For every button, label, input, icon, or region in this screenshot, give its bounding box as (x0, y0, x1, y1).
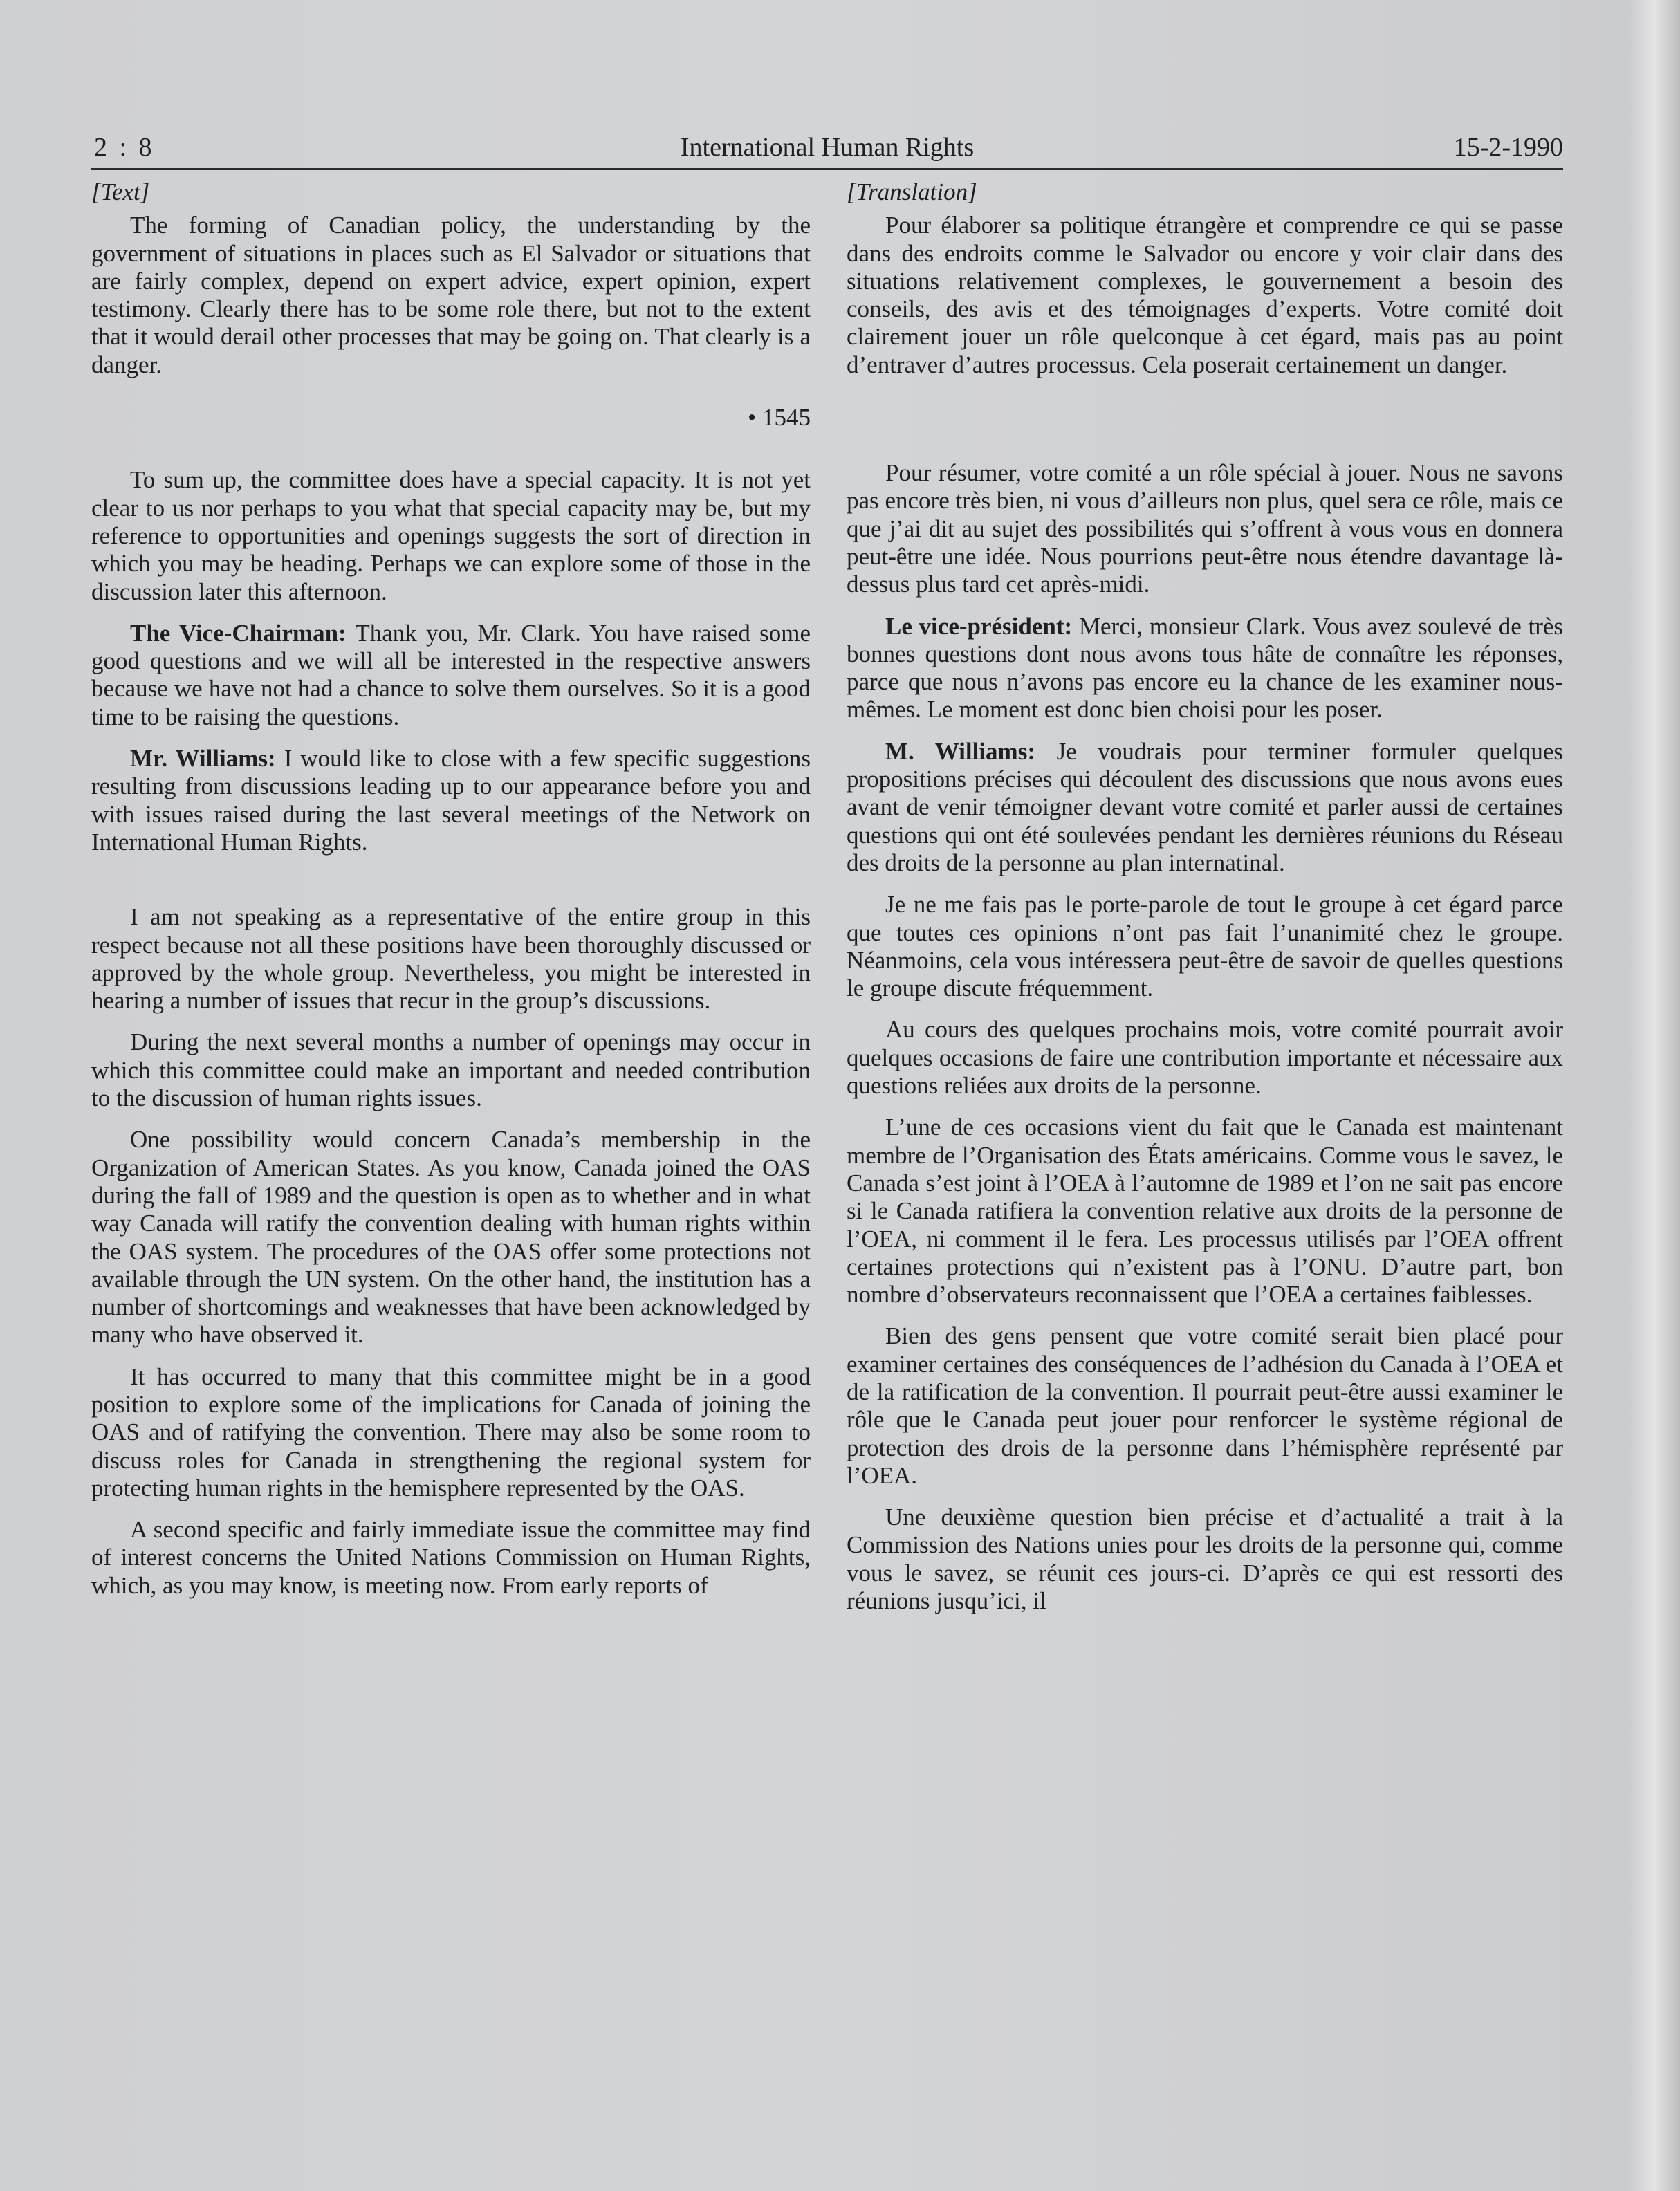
page-header (91, 127, 1563, 170)
paragraph: During the next several months a number of openings may occur in which this committee could make an important and needed contribution to the discussion of human rights issues. (91, 1028, 811, 1112)
paragraph: The forming of Canadian policy, the understanding by the government of situations in places such as El Salvador or situations that are fairly complex, depend on expert advice, expert opinion, expert testimony. Clearly there has to be some role there, but not to the extent that it would derail other processes that may be going on. That clearly is a danger. (91, 212, 811, 378)
english-column (91, 178, 811, 1600)
paragraph: It has occurred to many that this committee might be in a good position to explore some of the implications for Canada of joining the OAS and of ratifying the convention. There may also be some room to discuss roles for Canada in strengthening the regional system for protecting human rights in the hemisphere represented by the OAS. (91, 1362, 811, 1501)
paragraph: L’une de ces occasions vient du fait que le Canada est maintenant membre de l’Organisation des États américains. Comme vous le savez, le Canada s’est joint à l’OEA à l’automne de 1989 et l’on ne sait pas encore si le Canada ratifiera la convention relative aux droits de la personne de l’OEA, ni comment il le fera. Les processus utilisés par l’OEA offrent certaines protections qui n’existent pas à l’ONU. D’autre part, bon nombre d’observateurs reconnaissent que l’OEA a certaines faiblesses. (847, 1113, 1563, 1309)
paragraph: Pour résumer, votre comité a un rôle spécial à jouer. Nous ne savons pas encore très bien, ni vous d’ailleurs non plus, quel sera ce rôle, mais ce que j’ai dit au sujet des possibilités qui s’offrent à vous vous en donnera peut-être une idée. Nous pourrions peut-être nous étendre davantage là-dessus plus tard cet après-midi. (847, 459, 1563, 598)
running-title: International Human Rights (680, 133, 975, 162)
paragraph: To sum up, the committee does have a special capacity. It is not yet clear to us nor perhaps to you what that special capacity may be, but my reference to opportunities and openings suggests the sort of direction in which you may be heading. Perhaps we can explore some of those in the discussion later this afternoon. (91, 466, 811, 605)
speaker-name: The Vice-Chairman: (130, 619, 347, 647)
paragraph: I am not speaking as a representative of the entire group in this respect because not all these positions have been thoroughly discussed or approved by the whole group. Nevertheless, you might be interested in hearing a number of issues that recur in the group’s discussions. (91, 903, 811, 1015)
paragraph: Au cours des quelques prochains mois, votre comité pourrait avoir quelques occasions de faire une contribution importante et nécessaire aux questions reliées aux droits de la personne. (847, 1016, 1563, 1100)
speaker-name: Mr. Williams: (130, 745, 276, 773)
speech-text: Je voudrais pour terminer formuler quelques propositions précises qui découlent des discussions que nous avons eues avant de venir témoigner devant votre comité et parler aussi de certaines questions qui ont été soulevées pendant les dernières réunions du Réseau des droits de la personne au plan internatinal. (847, 737, 1563, 876)
speaker-name: Le vice-président: (885, 612, 1073, 640)
time-marker: • 1545 (747, 404, 811, 432)
text-tag: [Text] (91, 178, 150, 205)
speech-text: Merci, monsieur Clark. Vous avez soulevé de très bonnes questions dont nous avons tous hâte de connaître les réponses, parce que nous n’avons pas encore eu la chance de les examiner nous-mêmes. Le moment est donc bien choisi pour les poser. (847, 612, 1564, 723)
paragraph: Je ne me fais pas le porte-parole de tout le groupe à cet égard parce que toutes ces opinions n’ont pas fait l’unanimité chez le groupe. Néanmoins, cela vous intéressera peut-être de savoir de quelles questions le groupe discute fréquemment. (847, 891, 1563, 1002)
translation-tag: [Translation] (847, 178, 977, 205)
speech-text: I would like to close with a few specific suggestions resulting from discussions leading up to our appearance before you and with issues raised during the last several meetings of the Network on International Human Rights. (91, 745, 811, 856)
paragraph: Pour élaborer sa politique étrangère et comprendre ce qui se passe dans des endroits comme le Salvador ou encore y voir clair dans des situations relativement complexes, le gouvernement a besoin des conseils, des avis et des témoignages d’experts. Votre comité doit clairement jouer un rôle quelconque à cet égard, mais pas au point d’entraver d’autres processus. Cela poserait certainement un danger. (847, 212, 1563, 378)
speaker-name: M. Williams: (885, 737, 1035, 765)
paragraph: Bien des gens pensent que votre comité serait bien placé pour examiner certaines des conséquences de l’adhésion du Canada à l’OEA et de la ratification de la convention. Il pourrait peut-être aussi examiner le rôle que le Canada peut jouer pour renforcer le système régional de protection des drois de la personne dans l’hémisphère représenté par l’OEA. (847, 1322, 1563, 1489)
paragraph: A second specific and fairly immediate issue the committee may find of interest concerns the United Nations Commission on Human Rights, which, as you may know, is meeting now. From early reports of (91, 1516, 811, 1599)
page-number: 2 : 8 (94, 133, 155, 162)
speech-paragraph (91, 620, 811, 731)
speech-paragraph (847, 613, 1563, 724)
french-column (847, 178, 1563, 1615)
paragraph: One possibility would concern Canada’s membership in the Organization of American States. As you know, Canada joined the OAS during the fall of 1989 and the question is open as to whether and in what way Canada will ratify the convention dealing with human rights within the OAS system. The procedures of the OAS offer some protections not available through the UN system. On the other hand, the institution has a number of shortcomings and weaknesses that have been acknowledged by many who have observed it. (91, 1126, 811, 1349)
speech-paragraph (91, 745, 811, 856)
header-date: 15-2-1990 (1453, 133, 1563, 162)
speech-text: Thank you, Mr. Clark. You have raised some good questions and we will all be interested in the respective answers because we have not had a chance to solve them ourselves. So it is a good time to be raising the questions. (91, 619, 811, 730)
paragraph: Une deuxième question bien précise et d’actualité a trait à la Commission des Nations unies pour les droits de la personne qui, comme vous le savez, se réunit ces jours-ci. D’après ce qui est ressorti des réunions jusqu’ici, il (847, 1504, 1563, 1615)
speech-paragraph (847, 738, 1563, 877)
